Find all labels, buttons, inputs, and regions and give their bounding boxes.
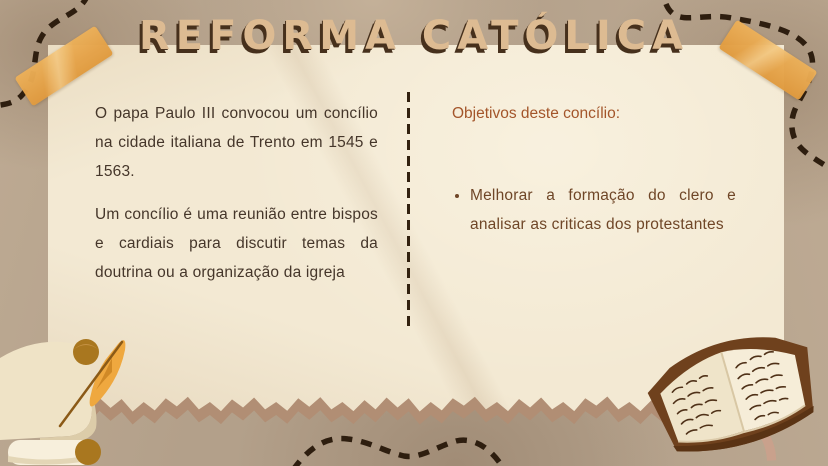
list-item: • Melhorar a formação do clero e analisar as criticas dos protestantes: [470, 181, 736, 239]
doodle-bottom-wave-icon: [293, 438, 502, 466]
objectives-list: [452, 181, 736, 239]
left-column: [95, 99, 378, 287]
body-paragraph: O papa Paulo III convocou um concílio na cidade italiana de Trento em 1545 e 1563.: [95, 105, 378, 180]
open-book-icon: [652, 338, 828, 466]
dashed-divider: [407, 92, 410, 332]
objectives-heading: Objetivos deste concílio:: [452, 105, 621, 122]
right-column: [452, 99, 736, 239]
body-paragraph: Um concílio é uma reunião entre bispos e cardiais para discutir temas da doutrina ou a organização da igreja: [95, 206, 378, 281]
scroll-quill-icon: [0, 328, 150, 466]
slide-title: REFORMA CATÓLICA: [138, 13, 690, 59]
